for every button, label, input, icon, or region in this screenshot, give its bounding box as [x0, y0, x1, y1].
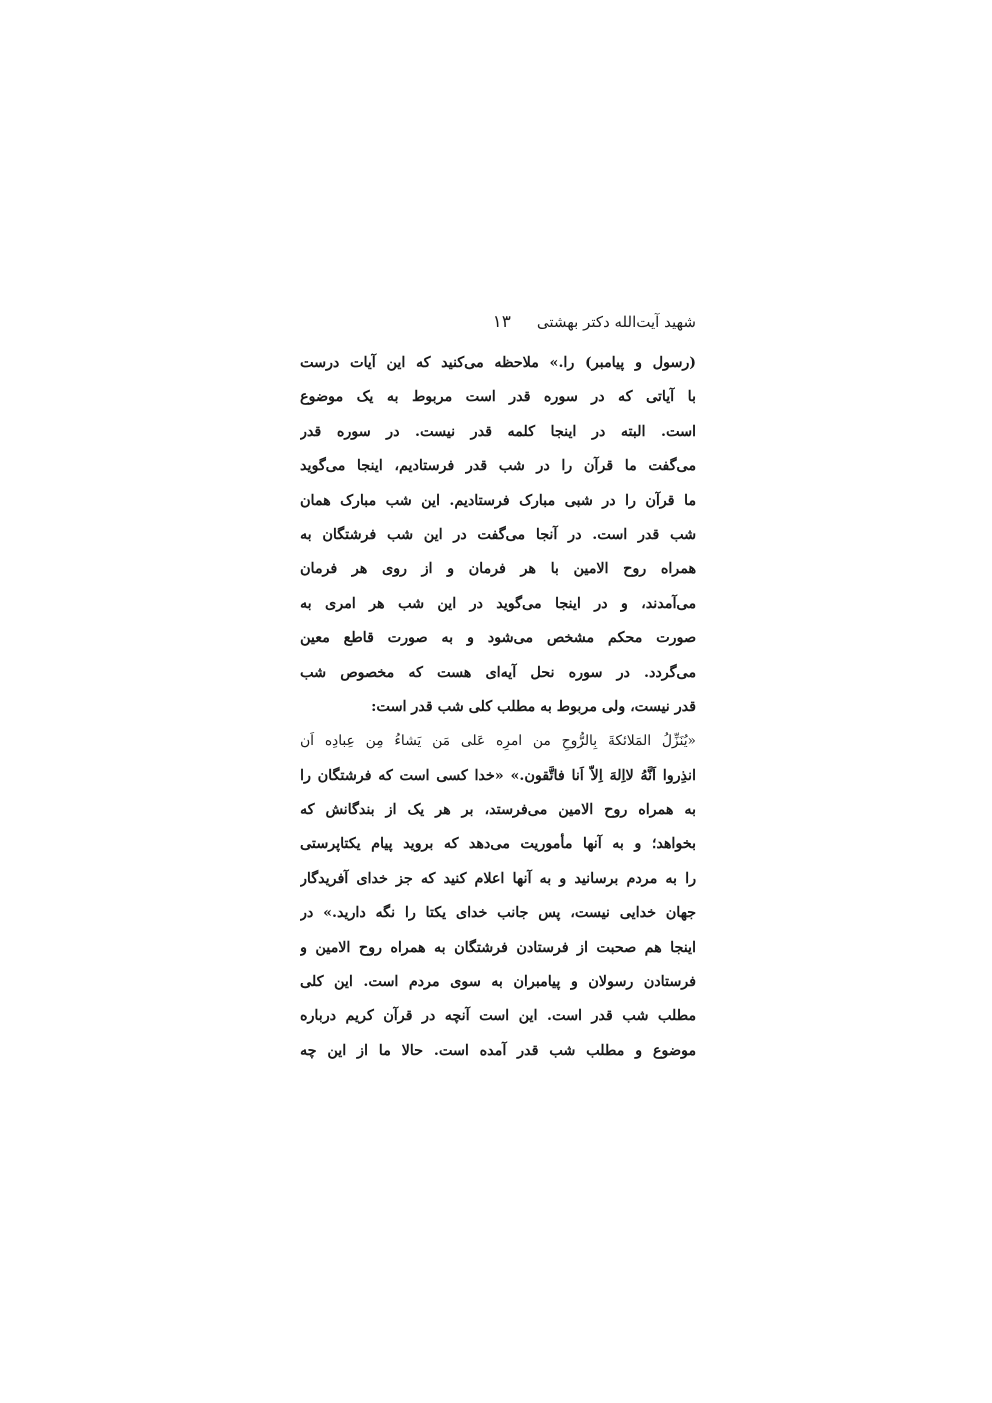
text-line: همراه روح الامین با هر فرمان و از روی هر فرمان — [300, 561, 696, 578]
text-line: فرستادن رسولان و پیامبران به سوی مردم است. این کلی — [300, 974, 696, 991]
text-line: (رسول و پیامبر) را.» ملاحظه می‌کنید که این آیات درست — [300, 355, 696, 371]
page-header — [300, 312, 696, 338]
text-line: جهان خدایی نیست، پس جانب خدای یکتا را نگه دارید.» در — [300, 905, 696, 922]
text-line: مطلب شب قدر است. این است آنچه در قرآن کریم درباره — [300, 1008, 696, 1025]
text-line: است. البته در اینجا کلمه قدر نیست. در سوره قدر — [300, 423, 696, 440]
text-line: می‌گردد. در سوره نحل آیه‌ای هست که مخصوص شب — [300, 664, 696, 681]
text-line: اینجا هم صحبت از فرستادن فرشتگان به همراه روح الامین و — [300, 939, 696, 956]
body-text — [300, 346, 696, 1068]
text-line: به همراه روح الامین می‌فرستد، بر هر یک از بندگانش که — [300, 802, 696, 819]
text-line: صورت محکم مشخص می‌شود و به صورت قاطع معین — [300, 630, 696, 647]
text-line: ما قرآن را در شبی مبارک فرستادیم. این شب مبارک همان — [300, 492, 696, 509]
text-line: با آیاتی که در سوره قدر است مربوط به یک موضوع — [300, 389, 696, 406]
text-line: قدر نیست، ولی مربوط به مطلب کلی شب قدر است: — [371, 698, 696, 715]
text-line: بخواهد؛ و به آنها مأموریت می‌دهد که بروید پیام یکتاپرستی — [300, 836, 696, 853]
quran-verse-line: «یُنَزِّلُ المَلائکةَ بِالرُّوحِ من امرِه عَلی مَن یَشاءُ مِن عِبادِه اَن — [300, 733, 696, 750]
quran-verse-line: انذِروا اَنَّهُ لااِلهَ اِلاّ اَنا فاتَّقون.» «خدا کسی است که فرشتگان را — [300, 767, 696, 784]
page-number: ۱۳ — [492, 312, 511, 332]
text-line: می‌گفت ما قرآن را در شب قدر فرستادیم، اینجا می‌گوید — [300, 458, 696, 475]
text-line: موضوع و مطلب شب قدر آمده است. حالا ما از این چه — [300, 1042, 696, 1059]
text-line: را به مردم برسانید و به آنها اعلام کنید که جز خدای آفریدگار — [300, 870, 696, 887]
running-title: شهید آیت‌الله دکتر بهشتی — [536, 313, 696, 331]
text-line: شب قدر است. در آنجا می‌گفت در این شب فرشتگان به — [300, 526, 696, 543]
text-line: می‌آمدند، و در اینجا می‌گوید در این شب هر امری به — [300, 595, 696, 612]
